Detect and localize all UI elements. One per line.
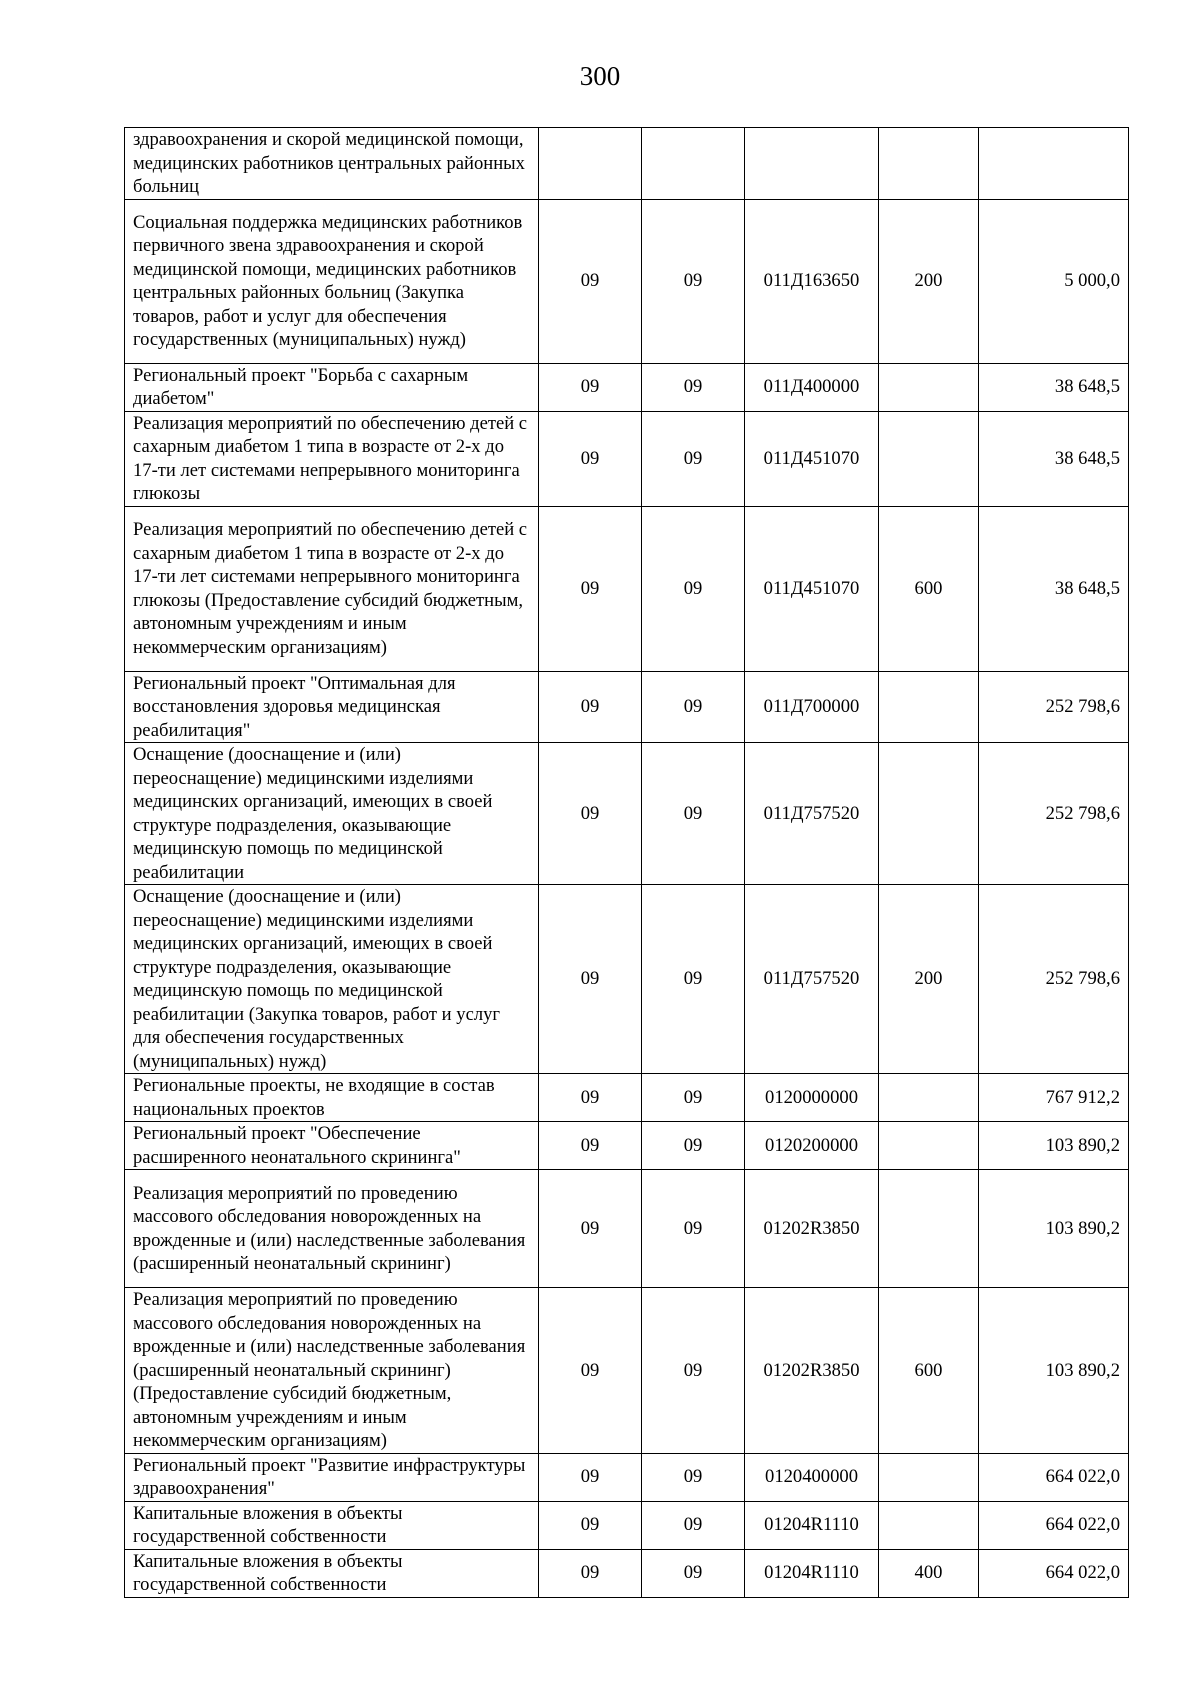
cell-subsection: 09 <box>642 1170 745 1288</box>
cell-subsection: 09 <box>642 1549 745 1597</box>
cell-expense-type <box>879 1074 979 1122</box>
budget-table <box>124 127 1129 1598</box>
cell-subsection: 09 <box>642 1288 745 1454</box>
cell-name: Реализация мероприятий по обеспечению детей с сахарным диабетом 1 типа в возрасте от 2-х до 17-ти лет системами непрерывного мониторинга глюкозы (Предоставление субсидий бюджетным, автономным учреждениям и иным некоммерческим организациям) <box>125 506 539 671</box>
cell-amount: 664 022,0 <box>979 1453 1129 1501</box>
cell-target-article <box>745 128 879 200</box>
cell-name: Региональный проект "Борьба с сахарным диабетом" <box>125 363 539 411</box>
cell-name: Реализация мероприятий по проведению массового обследования новорожденных на врожденные и (или) наследственные заболевания (расширенный неонатальный скрининг) <box>125 1170 539 1288</box>
cell-subsection: 09 <box>642 506 745 671</box>
cell-amount: 38 648,5 <box>979 506 1129 671</box>
cell-section: 09 <box>539 1549 642 1597</box>
cell-section: 09 <box>539 411 642 506</box>
cell-name: Региональный проект "Оптимальная для восстановления здоровья медицинская реабилитация" <box>125 671 539 743</box>
cell-subsection <box>642 128 745 200</box>
cell-section: 09 <box>539 506 642 671</box>
table-row <box>125 671 1129 743</box>
cell-expense-type: 600 <box>879 506 979 671</box>
cell-expense-type <box>879 411 979 506</box>
cell-amount: 664 022,0 <box>979 1549 1129 1597</box>
cell-name: Капитальные вложения в объекты государственной собственности <box>125 1549 539 1597</box>
table-row <box>125 363 1129 411</box>
cell-amount <box>979 128 1129 200</box>
cell-section: 09 <box>539 1074 642 1122</box>
cell-expense-type <box>879 363 979 411</box>
cell-name: Региональные проекты, не входящие в состав национальных проектов <box>125 1074 539 1122</box>
cell-section: 09 <box>539 671 642 743</box>
cell-target-article: 01202R3850 <box>745 1170 879 1288</box>
cell-subsection: 09 <box>642 363 745 411</box>
cell-subsection: 09 <box>642 199 745 363</box>
table-row <box>125 885 1129 1074</box>
cell-target-article: 0120400000 <box>745 1453 879 1501</box>
cell-name: Региональный проект "Обеспечение расширенного неонатального скрининга" <box>125 1122 539 1170</box>
table-row <box>125 743 1129 885</box>
cell-amount: 252 798,6 <box>979 885 1129 1074</box>
cell-amount: 38 648,5 <box>979 363 1129 411</box>
table-row <box>125 1122 1129 1170</box>
cell-name: Реализация мероприятий по обеспечению детей с сахарным диабетом 1 типа в возрасте от 2-х до 17-ти лет системами непрерывного мониторинга глюкозы <box>125 411 539 506</box>
cell-amount: 103 890,2 <box>979 1288 1129 1454</box>
cell-target-article: 011Д700000 <box>745 671 879 743</box>
cell-subsection: 09 <box>642 671 745 743</box>
cell-expense-type <box>879 128 979 200</box>
cell-amount: 252 798,6 <box>979 743 1129 885</box>
cell-name: здравоохранения и скорой медицинской помощи, медицинских работников центральных районных больниц <box>125 128 539 200</box>
table-row <box>125 506 1129 671</box>
cell-subsection: 09 <box>642 1501 745 1549</box>
cell-expense-type: 200 <box>879 199 979 363</box>
cell-amount: 252 798,6 <box>979 671 1129 743</box>
cell-expense-type: 400 <box>879 1549 979 1597</box>
table-row <box>125 1288 1129 1454</box>
table-row <box>125 411 1129 506</box>
cell-section: 09 <box>539 1453 642 1501</box>
cell-subsection: 09 <box>642 1453 745 1501</box>
page-number: 300 <box>579 61 621 91</box>
cell-amount: 103 890,2 <box>979 1170 1129 1288</box>
cell-expense-type: 600 <box>879 1288 979 1454</box>
cell-target-article: 011Д451070 <box>745 411 879 506</box>
cell-name: Региональный проект "Развитие инфраструктуры здравоохранения" <box>125 1453 539 1501</box>
cell-expense-type <box>879 1501 979 1549</box>
cell-subsection: 09 <box>642 743 745 885</box>
table-row <box>125 1074 1129 1122</box>
cell-target-article: 011Д757520 <box>745 885 879 1074</box>
table-row <box>125 1501 1129 1549</box>
cell-amount: 38 648,5 <box>979 411 1129 506</box>
cell-section: 09 <box>539 1501 642 1549</box>
cell-name: Социальная поддержка медицинских работников первичного звена здравоохранения и скорой медицинской помощи, медицинских работников центральных районных больниц (Закупка товаров, работ и услуг для обеспечения государственных (муниципальных) нужд) <box>125 199 539 363</box>
cell-expense-type <box>879 1453 979 1501</box>
cell-name: Оснащение (дооснащение и (или) переоснащение) медицинскими изделиями медицинских организаций, имеющих в своей структуре подразделения, оказывающие медицинскую помощь по медицинской реабилитации <box>125 743 539 885</box>
cell-section: 09 <box>539 363 642 411</box>
cell-target-article: 01204R1110 <box>745 1501 879 1549</box>
cell-section: 09 <box>539 1170 642 1288</box>
cell-amount: 103 890,2 <box>979 1122 1129 1170</box>
cell-target-article: 011Д400000 <box>745 363 879 411</box>
cell-target-article: 011Д163650 <box>745 199 879 363</box>
cell-expense-type <box>879 743 979 885</box>
cell-section: 09 <box>539 743 642 885</box>
table-row <box>125 199 1129 363</box>
cell-section: 09 <box>539 1288 642 1454</box>
cell-subsection: 09 <box>642 1122 745 1170</box>
cell-expense-type: 200 <box>879 885 979 1074</box>
cell-expense-type <box>879 671 979 743</box>
cell-amount: 767 912,2 <box>979 1074 1129 1122</box>
cell-target-article: 011Д757520 <box>745 743 879 885</box>
cell-subsection: 09 <box>642 885 745 1074</box>
cell-subsection: 09 <box>642 411 745 506</box>
cell-expense-type <box>879 1122 979 1170</box>
cell-target-article: 0120000000 <box>745 1074 879 1122</box>
cell-expense-type <box>879 1170 979 1288</box>
cell-target-article: 01202R3850 <box>745 1288 879 1454</box>
cell-name: Оснащение (дооснащение и (или) переоснащение) медицинскими изделиями медицинских организаций, имеющих в своей структуре подразделения, оказывающие медицинскую помощь по медицинской реабилитации (Закупка товаров, работ и услуг для обеспечения государственных (муниципальных) нужд) <box>125 885 539 1074</box>
cell-section <box>539 128 642 200</box>
table-row <box>125 128 1129 200</box>
cell-name: Реализация мероприятий по проведению массового обследования новорожденных на врожденные и (или) наследственные заболевания (расширенный неонатальный скрининг) (Предоставление субсидий бюджетным, автономным учреждениям и иным некоммерческим организациям) <box>125 1288 539 1454</box>
cell-target-article: 01204R1110 <box>745 1549 879 1597</box>
cell-section: 09 <box>539 885 642 1074</box>
budget-table-body <box>125 128 1129 1598</box>
cell-subsection: 09 <box>642 1074 745 1122</box>
cell-name: Капитальные вложения в объекты государственной собственности <box>125 1501 539 1549</box>
table-row <box>125 1453 1129 1501</box>
cell-amount: 5 000,0 <box>979 199 1129 363</box>
table-row <box>125 1170 1129 1288</box>
cell-section: 09 <box>539 1122 642 1170</box>
cell-section: 09 <box>539 199 642 363</box>
cell-target-article: 011Д451070 <box>745 506 879 671</box>
cell-target-article: 0120200000 <box>745 1122 879 1170</box>
cell-amount: 664 022,0 <box>979 1501 1129 1549</box>
table-row <box>125 1549 1129 1597</box>
